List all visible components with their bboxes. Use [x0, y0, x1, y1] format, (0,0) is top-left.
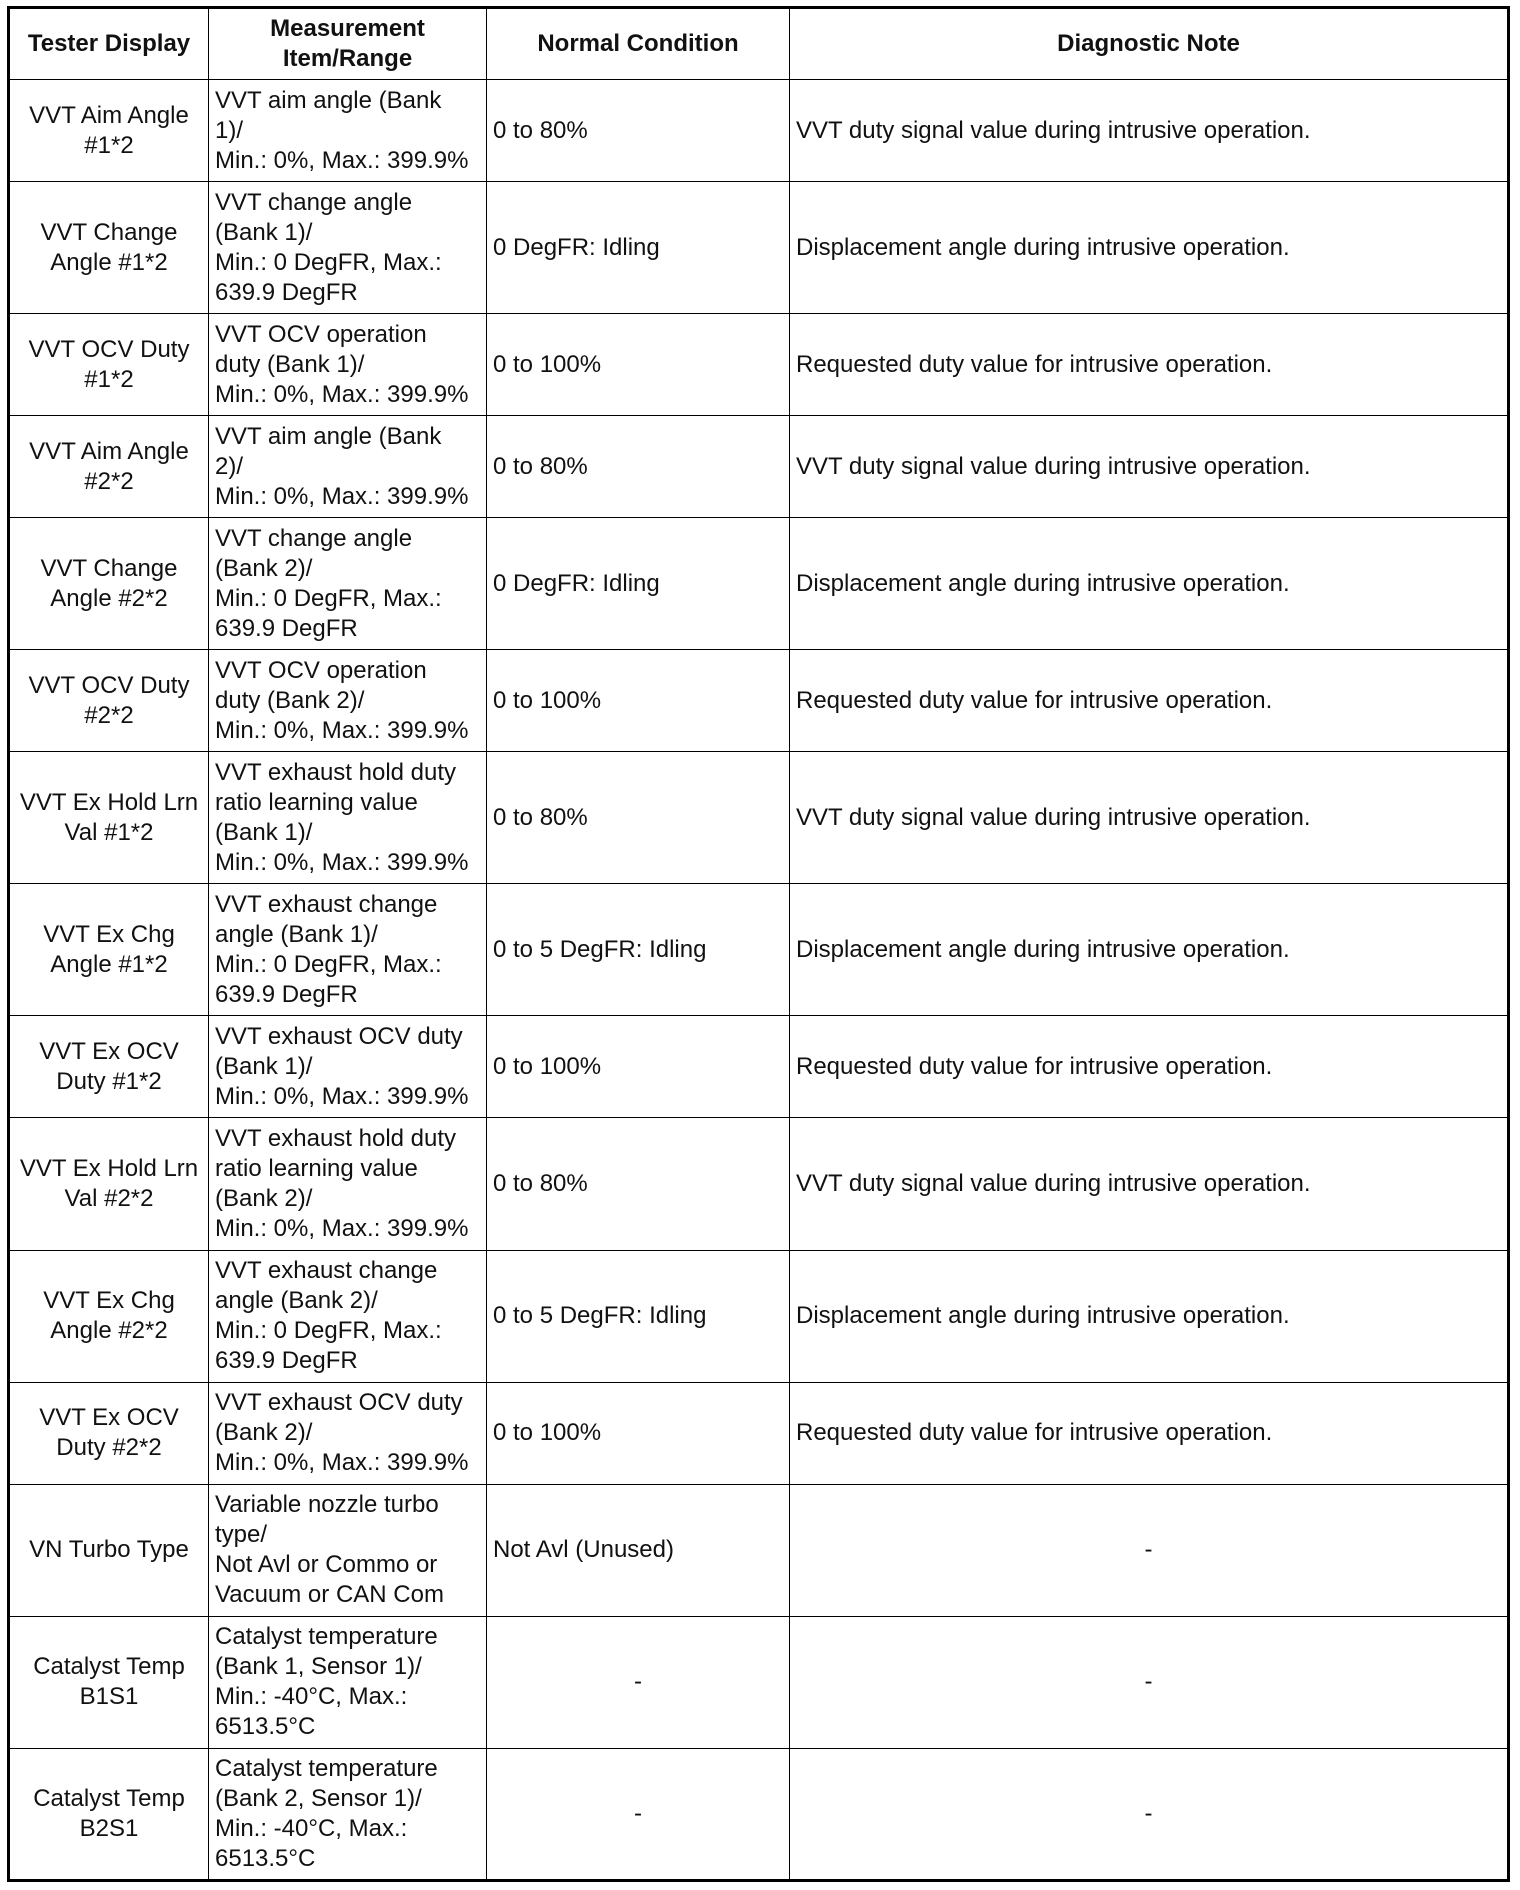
header-measurement-item-range — [209, 8, 487, 80]
measurement-range-cell-line: Min.: 0%, Max.: 399.9% — [215, 716, 469, 744]
table-row — [9, 80, 1509, 182]
table-row — [9, 752, 1509, 884]
tester-display-cell-line: VVT Change — [40, 554, 178, 582]
tester-display-cell-line: VVT Ex Chg — [43, 920, 175, 948]
tester-display-cell-line: Duty #2*2 — [56, 1434, 162, 1462]
measurement-range-cell-line: Min.: 0 DegFR, Max.: — [215, 248, 442, 276]
normal-condition-cell: 0 to 100% — [487, 1016, 790, 1118]
tester-display-cell-line: VVT Change — [40, 218, 178, 246]
tester-display-cell — [9, 518, 209, 650]
tester-display-cell-line: VVT Ex OCV — [39, 1037, 179, 1065]
tester-display-cell-line: #1*2 — [84, 131, 134, 159]
measurement-range-cell-line: VVT exhaust OCV duty — [215, 1022, 463, 1050]
diagnostic-note-cell: - — [790, 1748, 1509, 1880]
table-row — [9, 518, 1509, 650]
normal-condition-cell: 0 to 100% — [487, 314, 790, 416]
measurement-range-cell-line: Min.: 0%, Max.: 399.9% — [215, 1215, 469, 1243]
diagnostic-note-cell: - — [790, 1616, 1509, 1748]
tester-display-cell-line: VVT OCV Duty — [28, 671, 190, 699]
normal-condition-cell: 0 to 80% — [487, 1118, 790, 1250]
measurement-range-cell — [209, 314, 487, 416]
tester-display-cell-line: Duty #1*2 — [56, 1067, 162, 1095]
measurement-range-cell-line: Vacuum or CAN Com — [215, 1581, 444, 1609]
measurement-range-cell — [209, 416, 487, 518]
tester-display-cell-line: Angle #1*2 — [50, 248, 168, 276]
header-normal-condition: Normal Condition — [487, 8, 790, 80]
tester-display-cell-line: Catalyst Temp — [33, 1653, 185, 1681]
normal-condition-cell: - — [487, 1616, 790, 1748]
measurement-range-cell-line: Min.: -40°C, Max.: — [215, 1683, 408, 1711]
tester-display-cell — [9, 1250, 209, 1382]
table-row — [9, 1250, 1509, 1382]
table-row — [9, 416, 1509, 518]
normal-condition-cell: 0 to 100% — [487, 650, 790, 752]
measurement-range-cell-line: VVT OCV operation — [215, 320, 427, 348]
measurement-range-cell — [209, 1616, 487, 1748]
tester-display-cell-line: #1*2 — [84, 365, 134, 393]
table-row — [9, 1118, 1509, 1250]
normal-condition-cell: 0 DegFR: Idling — [487, 518, 790, 650]
measurement-range-cell-line: Min.: 0%, Max.: 399.9% — [215, 1082, 469, 1110]
measurement-range-cell-line: angle (Bank 2)/ — [215, 1287, 378, 1315]
measurement-range-cell-line: Min.: 0%, Max.: 399.9% — [215, 146, 469, 174]
measurement-range-cell-line: VVT exhaust change — [215, 890, 438, 918]
normal-condition-cell: 0 to 5 DegFR: Idling — [487, 884, 790, 1016]
measurement-range-cell-line: Min.: 0 DegFR, Max.: — [215, 950, 442, 978]
measurement-range-cell — [209, 182, 487, 314]
tester-display-cell — [9, 884, 209, 1016]
tester-display-cell-line: VVT Ex OCV — [39, 1404, 179, 1432]
table-row — [9, 650, 1509, 752]
measurement-range-cell-line: 6513.5°C — [215, 1844, 316, 1872]
measurement-range-cell — [209, 1382, 487, 1484]
measurement-range-cell-line: 639.9 DegFR — [215, 980, 358, 1008]
tester-display-cell-line: VVT Aim Angle — [29, 437, 189, 465]
data-list-table — [7, 6, 1510, 1882]
measurement-range-cell-line: duty (Bank 1)/ — [215, 350, 365, 378]
table-row — [9, 1382, 1509, 1484]
measurement-range-cell-line: (Bank 1)/ — [215, 818, 313, 846]
measurement-range-cell-line: VVT aim angle (Bank — [215, 422, 442, 450]
tester-display-cell-line: VVT Aim Angle — [29, 101, 189, 129]
measurement-range-cell-line: Not Avl or Commo or — [215, 1551, 438, 1579]
diagnostic-note-cell: Requested duty value for intrusive operation. — [790, 650, 1509, 752]
tester-display-cell-line: Val #2*2 — [64, 1185, 154, 1213]
measurement-range-cell-line: VVT change angle — [215, 524, 413, 552]
tester-display-cell-line: Catalyst Temp — [33, 1784, 185, 1812]
tester-display-cell — [9, 416, 209, 518]
normal-condition-cell: - — [487, 1748, 790, 1880]
tester-display-cell-line: VVT Ex Hold Lrn — [19, 1155, 199, 1183]
measurement-range-cell-line: Min.: 0 DegFR, Max.: — [215, 584, 442, 612]
measurement-range-cell — [209, 1016, 487, 1118]
header-measurement-line: Item/Range — [282, 45, 413, 72]
measurement-range-cell — [209, 1748, 487, 1880]
header-diagnostic-note: Diagnostic Note — [790, 8, 1509, 80]
measurement-range-cell-line: Catalyst temperature — [215, 1623, 438, 1651]
measurement-range-cell-line: ratio learning value — [215, 1155, 418, 1183]
measurement-range-cell-line: VVT exhaust OCV duty — [215, 1389, 463, 1417]
measurement-range-cell-line: VVT change angle — [215, 188, 413, 216]
measurement-range-cell — [209, 650, 487, 752]
normal-condition-cell: 0 to 80% — [487, 752, 790, 884]
table-row — [9, 1484, 1509, 1616]
diagnostic-note-cell: Requested duty value for intrusive operation. — [790, 1382, 1509, 1484]
diagnostic-note-cell: VVT duty signal value during intrusive operation. — [790, 80, 1509, 182]
table-row — [9, 1016, 1509, 1118]
measurement-range-cell-line: (Bank 2, Sensor 1)/ — [215, 1784, 422, 1812]
measurement-range-cell-line: 6513.5°C — [215, 1713, 316, 1741]
measurement-range-cell — [209, 80, 487, 182]
measurement-range-cell-line: (Bank 1)/ — [215, 1052, 313, 1080]
diagnostic-note-cell: VVT duty signal value during intrusive operation. — [790, 416, 1509, 518]
tester-display-cell — [9, 1484, 209, 1616]
measurement-range-cell-line: duty (Bank 2)/ — [215, 686, 365, 714]
tester-display-cell — [9, 650, 209, 752]
measurement-range-cell-line: (Bank 2)/ — [215, 554, 313, 582]
measurement-range-cell-line: Min.: 0%, Max.: 399.9% — [215, 380, 469, 408]
table-row — [9, 1748, 1509, 1880]
measurement-range-cell — [209, 1484, 487, 1616]
tester-display-cell — [9, 1382, 209, 1484]
measurement-range-cell-line: VVT exhaust hold duty — [215, 1125, 457, 1153]
tester-display-cell — [9, 314, 209, 416]
tester-display-cell — [9, 182, 209, 314]
measurement-range-cell-line: Min.: 0%, Max.: 399.9% — [215, 848, 469, 876]
measurement-range-cell-line: Variable nozzle turbo — [215, 1491, 439, 1519]
tester-display-cell — [9, 752, 209, 884]
measurement-range-cell-line: (Bank 2)/ — [215, 1419, 313, 1447]
diagnostic-note-cell: Requested duty value for intrusive operation. — [790, 314, 1509, 416]
tester-display-cell-line: VVT Ex Chg — [43, 1287, 175, 1315]
measurement-range-cell — [209, 1250, 487, 1382]
measurement-range-cell-line: Min.: 0 DegFR, Max.: — [215, 1317, 442, 1345]
measurement-range-cell-line: VVT OCV operation — [215, 656, 427, 684]
measurement-range-cell-line: Min.: 0%, Max.: 399.9% — [215, 482, 469, 510]
header-row — [9, 8, 1509, 80]
measurement-range-cell-line: Catalyst temperature — [215, 1754, 438, 1782]
tester-display-cell-line: Angle #2*2 — [50, 1317, 168, 1345]
table-row — [9, 884, 1509, 1016]
measurement-range-cell-line: VVT exhaust change — [215, 1257, 438, 1285]
measurement-range-cell-line: Min.: 0%, Max.: 399.9% — [215, 1449, 469, 1477]
tester-display-cell-line: B1S1 — [79, 1683, 139, 1711]
tester-display-cell-line: #2*2 — [84, 701, 134, 729]
measurement-range-cell — [209, 884, 487, 1016]
diagnostic-note-cell: VVT duty signal value during intrusive operation. — [790, 1118, 1509, 1250]
table-row — [9, 314, 1509, 416]
tester-display-cell — [9, 1016, 209, 1118]
diagnostic-note-cell: Displacement angle during intrusive operation. — [790, 884, 1509, 1016]
measurement-range-cell-line: (Bank 1)/ — [215, 218, 313, 246]
measurement-range-cell-line: (Bank 1, Sensor 1)/ — [215, 1653, 422, 1681]
measurement-range-cell — [209, 1118, 487, 1250]
diagnostic-note-cell: VVT duty signal value during intrusive operation. — [790, 752, 1509, 884]
measurement-range-cell-line: 639.9 DegFR — [215, 278, 358, 306]
tester-display-cell-line: Val #1*2 — [64, 818, 154, 846]
normal-condition-cell: 0 to 100% — [487, 1382, 790, 1484]
tester-display-cell-line: VVT Ex Hold Lrn — [19, 788, 199, 816]
diagnostic-note-cell: Displacement angle during intrusive operation. — [790, 1250, 1509, 1382]
measurement-range-cell-line: angle (Bank 1)/ — [215, 920, 378, 948]
tester-display-cell-line: B2S1 — [79, 1814, 139, 1842]
diagnostic-note-cell: Displacement angle during intrusive operation. — [790, 182, 1509, 314]
measurement-range-cell-line: ratio learning value — [215, 788, 418, 816]
header-measurement-line: Measurement — [270, 15, 425, 42]
measurement-range-cell-line: type/ — [215, 1521, 268, 1549]
normal-condition-cell: 0 to 80% — [487, 416, 790, 518]
normal-condition-cell: Not Avl (Unused) — [487, 1484, 790, 1616]
normal-condition-cell: 0 to 80% — [487, 80, 790, 182]
tester-display-cell-line: Angle #2*2 — [50, 584, 168, 612]
tester-display-cell — [9, 1748, 209, 1880]
header-tester-display: Tester Display — [9, 8, 209, 80]
normal-condition-cell: 0 to 5 DegFR: Idling — [487, 1250, 790, 1382]
diagnostic-note-cell: - — [790, 1484, 1509, 1616]
measurement-range-cell-line: 639.9 DegFR — [215, 614, 358, 642]
diagnostic-note-cell: Displacement angle during intrusive operation. — [790, 518, 1509, 650]
tester-display-cell — [9, 1118, 209, 1250]
tester-display-cell-line: VN Turbo Type — [29, 1536, 189, 1564]
measurement-range-cell — [209, 518, 487, 650]
tester-display-cell — [9, 1616, 209, 1748]
table-body — [9, 80, 1509, 1881]
measurement-range-cell-line: (Bank 2)/ — [215, 1185, 313, 1213]
diagnostic-note-cell: Requested duty value for intrusive operation. — [790, 1016, 1509, 1118]
table-row — [9, 182, 1509, 314]
tester-display-cell-line: VVT OCV Duty — [28, 335, 190, 363]
measurement-range-cell-line: VVT exhaust hold duty — [215, 758, 457, 786]
tester-display-cell — [9, 80, 209, 182]
tester-display-cell-line: Angle #1*2 — [50, 950, 168, 978]
table-row — [9, 1616, 1509, 1748]
measurement-range-cell-line: Min.: -40°C, Max.: — [215, 1814, 408, 1842]
measurement-range-cell-line: 2)/ — [215, 452, 244, 480]
normal-condition-cell: 0 DegFR: Idling — [487, 182, 790, 314]
measurement-range-cell-line: VVT aim angle (Bank — [215, 86, 442, 114]
measurement-range-cell — [209, 752, 487, 884]
measurement-range-cell-line: 639.9 DegFR — [215, 1347, 358, 1375]
tester-display-cell-line: #2*2 — [84, 467, 134, 495]
measurement-range-cell-line: 1)/ — [215, 116, 244, 144]
